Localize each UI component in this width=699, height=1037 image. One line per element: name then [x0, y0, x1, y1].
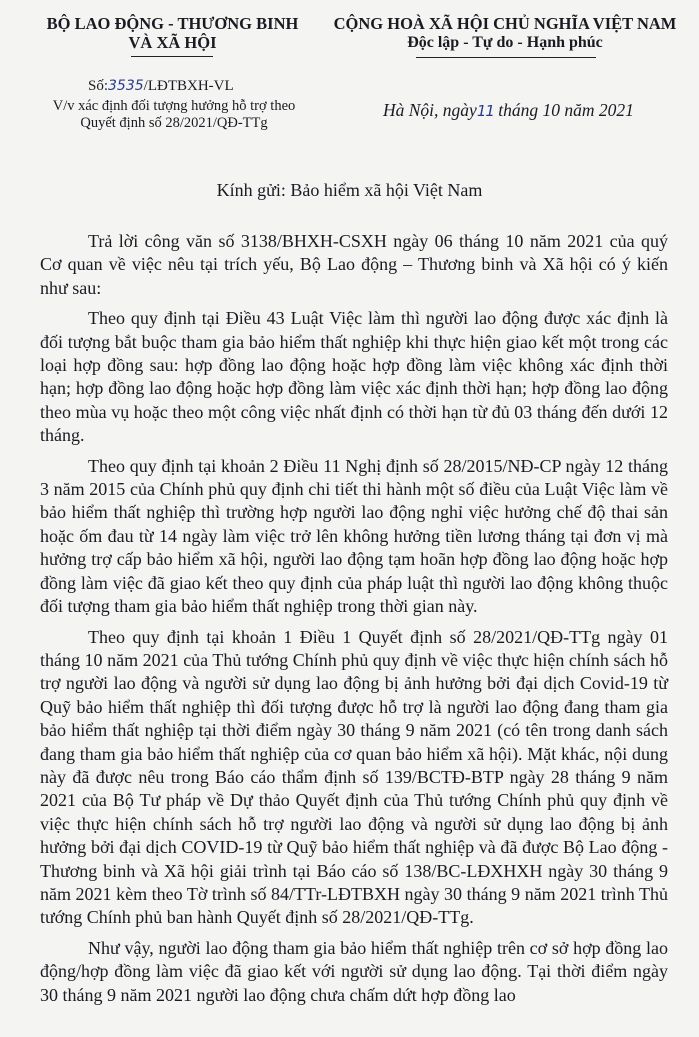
national-title: [312, 14, 698, 52]
date-suffix: tháng 10 năm 2021: [498, 100, 634, 120]
body-paragraph-1: Trả lời công văn số 3138/BHXH-CSXH ngày 06 tháng 10 năm 2021 của quý Cơ quan về việc nêu tại trích yếu, Bộ Lao động – Thương binh và Xã hội có ý kiến như sau:: [40, 231, 668, 298]
document-number-handwritten: 3535: [108, 78, 144, 94]
agency-name-line1: BỘ LAO ĐỘNG - THƯƠNG BINH: [46, 14, 299, 33]
subject-line-1: V/v xác định đối tượng hưởng hỗ trợ theo: [52, 98, 296, 114]
body-paragraph-2: Theo quy định tại Điều 43 Luật Việc làm thì người lao động được xác định là đối tượng bắt buộc tham gia bảo hiểm thất nghiệp khi thực hiện giao kết một trong các loại hợp đồng sau: hợp đồng lao động hoặc hợp đồng làm việc không xác định thời hạn; hợp đồng lao động hoặc hợp đồng làm việc xác định thời hạn; hợp đồng lao động theo mùa vụ hoặc theo một công việc nhất định có thời hạn từ đủ 03 tháng đến dưới 12 tháng.: [40, 308, 668, 446]
body-paragraph-3: Theo quy định tại khoản 2 Điều 11 Nghị định số 28/2015/NĐ-CP ngày 12 tháng 3 năm 2015 của Chính phủ quy định chi tiết thi hành một số điều của Luật Việc làm về bảo hiểm thất nghiệp thì trường hợp người lao động nghỉ việc hưởng chế độ thai sản hoặc ốm đau từ 14 ngày làm việc trở lên không hưởng tiền lương tháng tại đơn vị mà hưởng trợ cấp bảo hiểm xã hội, người lao động tạm hoãn hợp đồng lao động hoặc hợp đồng làm việc đã giao kết theo quy định của pháp luật thì người lao động không thuộc đối tượng tham gia bảo hiểm thất nghiệp trong thời gian này.: [40, 455, 668, 617]
document-number-prefix: Số:: [88, 78, 109, 94]
document-subject: [40, 98, 308, 132]
national-motto: Độc lập - Tự do - Hạnh phúc: [407, 34, 603, 51]
issuing-agency: [40, 14, 305, 52]
body-paragraph-4: Theo quy định tại khoản 1 Điều 1 Quyết định số 28/2021/QĐ-TTg ngày 01 tháng 10 năm 2021 của Thủ tướng Chính phủ quy định về việc thực hiện chính sách hỗ trợ người lao động và người sử dụng lao động bị ảnh hưởng bởi đại dịch Covid-19 từ Quỹ bảo hiểm thất nghiệp thì đối tượng được hỗ trợ là người lao động đang tham gia bảo hiểm thất nghiệp tại thời điểm ngày 30 tháng 9 năm 2021 (có tên trong danh sách đang tham gia bảo hiểm thất nghiệp của cơ quan bảo hiểm xã hội). Mặt khác, nội dung này đã được nêu trong Báo cáo thẩm định số 139/BCTĐ-BTP ngày 28 tháng 9 năm 2021 của Bộ Tư pháp về Dự thảo Quyết định của Thủ tướng Chính phủ quy định về việc thực hiện chính sách hỗ trợ người lao động và người sử dụng lao động bị ảnh hưởng bởi đại dịch COVID-19 từ Quỹ bảo hiểm thất nghiệp và đã được Bộ Lao động - Thương binh và Xã hội giải trình tại Báo cáo số 138/BC-LĐXHXH ngày 30 tháng 9 năm 2021 kèm theo Tờ trình số 84/TTr-LĐTBXH ngày 30 tháng 9 năm 2021 trình Thủ tướng Chính phủ ban hành Quyết định số 28/2021/QĐ-TTg.: [40, 626, 668, 928]
motto-underline: [416, 57, 596, 58]
agency-underline: [131, 56, 213, 57]
subject-line-2: Quyết định số 28/2021/QĐ-TTg: [80, 115, 268, 131]
agency-name-line2: VÀ XÃ HỘI: [128, 33, 217, 52]
document-number: [88, 78, 234, 95]
letter-body: [40, 230, 668, 1014]
body-paragraph-5: Như vậy, người lao động tham gia bảo hiểm thất nghiệp trên cơ sở hợp đồng lao động/hợp đồng làm việc đã giao kết với người sử dụng lao động. Tại thời điểm ngày 30 tháng 9 năm 2021 người lao động chưa chấm dứt hợp đồng lao: [40, 937, 668, 1005]
date-prefix: Hà Nội, ngày: [383, 100, 477, 120]
country-name: CỘNG HOÀ XÃ HỘI CHỦ NGHĨA VIỆT NAM: [333, 14, 677, 33]
document-number-suffix: /LĐTBXH-VL: [143, 78, 234, 94]
issue-date: [383, 100, 634, 121]
date-day-handwritten: 11: [476, 102, 494, 120]
recipient-line: Kính gửi: Bảo hiểm xã hội Việt Nam: [216, 180, 483, 200]
